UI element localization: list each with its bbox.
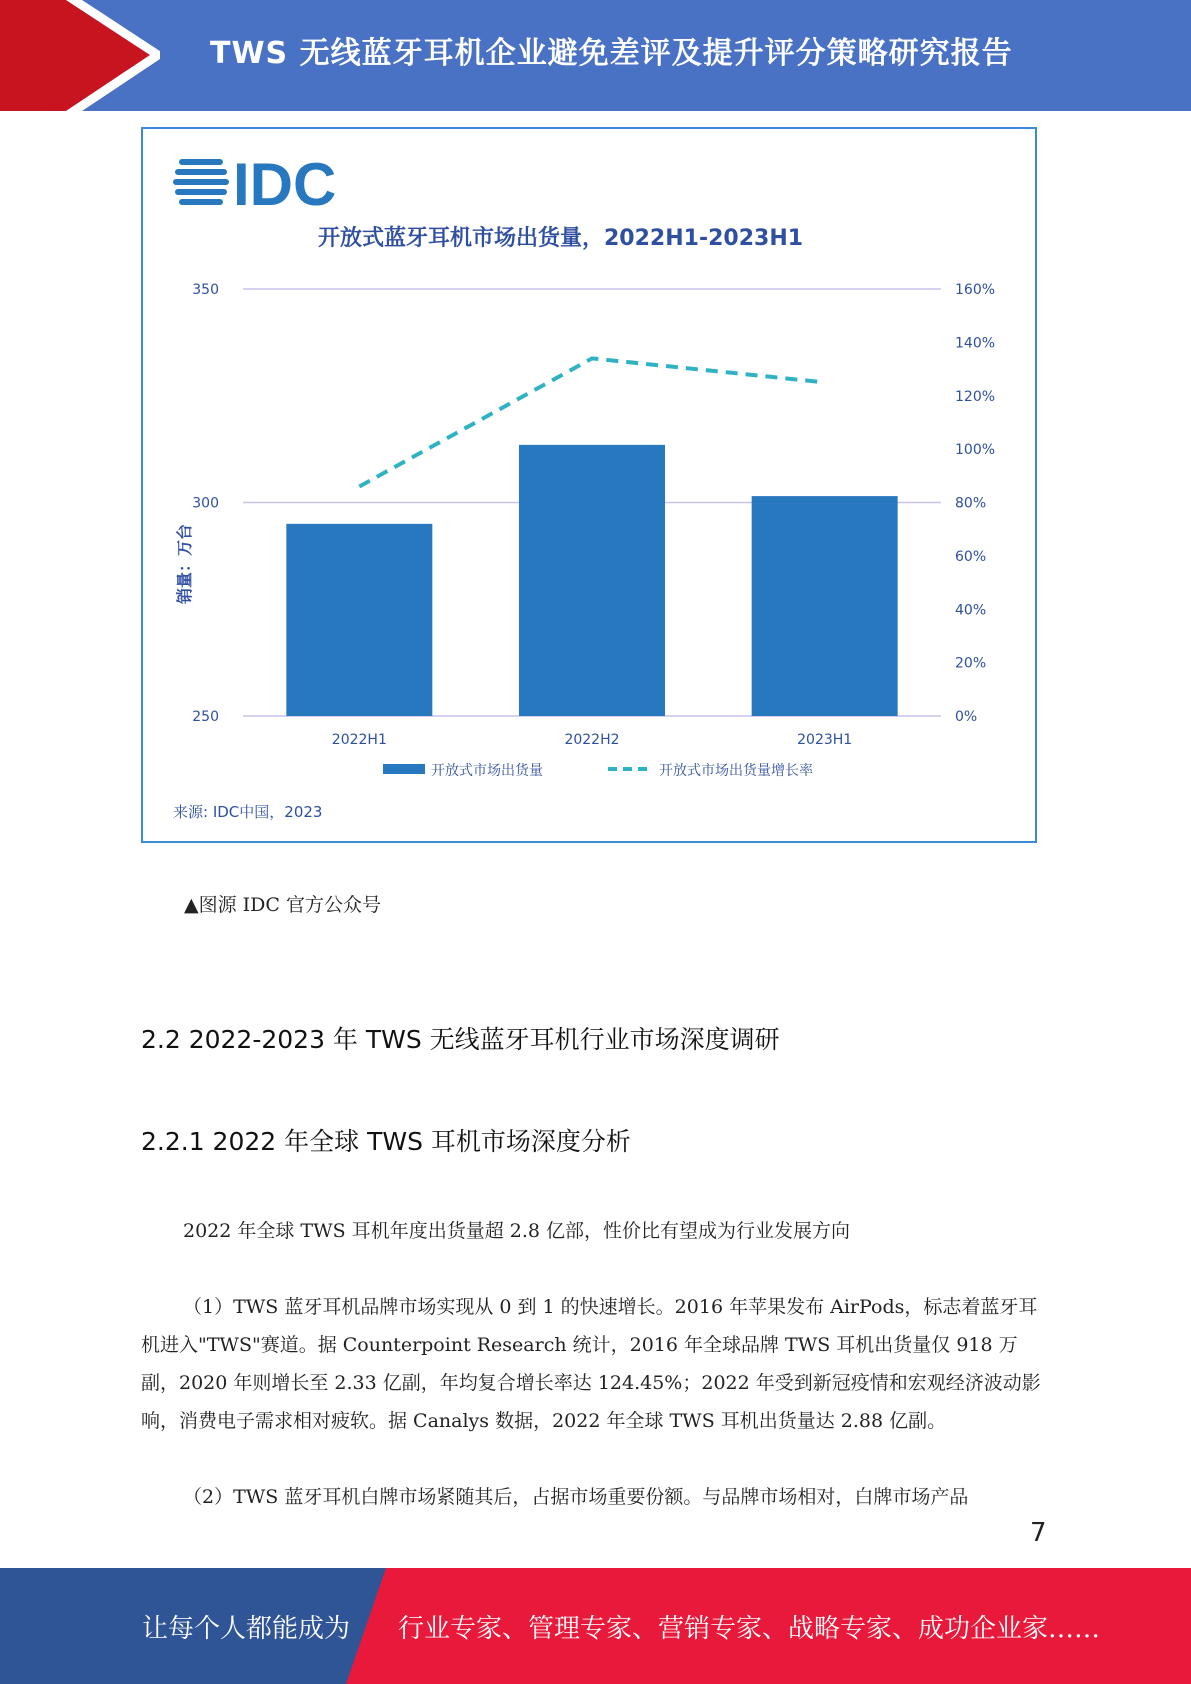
report-title: TWS 无线蓝牙耳机企业避免差评及提升评分策略研究报告 bbox=[210, 36, 1013, 71]
y2-tick-label: 160% bbox=[955, 282, 996, 298]
svg-text:IDC: IDC bbox=[233, 151, 337, 218]
bar bbox=[519, 445, 665, 716]
y2-tick-label: 0% bbox=[955, 709, 978, 725]
legend-label-bar: 开放式市场出货量 bbox=[431, 763, 543, 779]
header-arrow-decoration bbox=[0, 0, 160, 111]
figure-caption: ▲图源 IDC 官方公众号 bbox=[184, 894, 381, 916]
chart-title: 开放式蓝牙耳机市场出货量，2022H1-2023H1 bbox=[318, 226, 804, 251]
x-tick-label: 2023H1 bbox=[797, 732, 853, 748]
y2-tick-label: 80% bbox=[955, 495, 987, 512]
page-number: 7 bbox=[1030, 1518, 1047, 1548]
section-heading: 2.2 2022-2023 年 TWS 无线蓝牙耳机行业市场深度调研 bbox=[141, 1025, 780, 1054]
y2-tick-label: 100% bbox=[955, 442, 996, 459]
y-tick-label: 250 bbox=[192, 709, 219, 725]
legend-swatch-bar bbox=[383, 764, 425, 774]
chart-frame bbox=[141, 127, 1037, 843]
y2-tick-label: 60% bbox=[955, 548, 987, 565]
subsection-heading: 2.2.1 2022 年全球 TWS 耳机市场深度分析 bbox=[141, 1127, 631, 1156]
lead-paragraph: 2022 年全球 TWS 耳机年度出货量超 2.8 亿部，性价比有望成为行业发展方向 bbox=[183, 1220, 850, 1242]
footer-slogan-right: 行业专家、管理专家、营销专家、战略专家、成功企业家…… bbox=[398, 1614, 1101, 1644]
y2-tick-label: 120% bbox=[955, 388, 996, 405]
y2-tick-label: 20% bbox=[955, 655, 987, 672]
bar bbox=[286, 524, 432, 716]
footer-banner bbox=[0, 1568, 1191, 1684]
y-tick-label: 300 bbox=[192, 495, 219, 512]
footer-slogan-left: 让每个人都能成为 bbox=[142, 1614, 351, 1644]
y2-tick-label: 140% bbox=[955, 335, 996, 352]
body-paragraph-2: （2）TWS 蓝牙耳机白牌市场紧随其后，占据市场重要份额。与品牌市场相对，白牌市场产品 bbox=[183, 1486, 969, 1508]
chart bbox=[143, 129, 1035, 841]
x-tick-label: 2022H2 bbox=[564, 732, 620, 748]
y-tick-label: 350 bbox=[192, 282, 219, 298]
y-axis-label: 销量：万台 bbox=[175, 523, 194, 605]
legend-label-line: 开放式市场出货量增长率 bbox=[659, 763, 813, 779]
header-bar bbox=[0, 0, 1191, 111]
plot-area bbox=[192, 282, 995, 779]
idc-logo bbox=[173, 151, 336, 218]
body-paragraph-1: （1）TWS 蓝牙耳机品牌市场实现从 0 到 1 的快速增长。2016 年苹果发布 AirPods，标志着蓝牙耳机进入"TWS"赛道。据 Counterpoint Research 统计，2016 年全球品牌 TWS 耳机出货量仅 918 万副，2020 年则增长至 2.33 亿副，年均复合增长率达 124.45%；2022 年受到新冠疫情和宏观经济波动影响，消费电子需求相对疲软。据 Canalys 数据，2022 年全球 TWS 耳机出货量达 2.88 亿副。 bbox=[141, 1296, 1041, 1432]
chart-source: 来源: IDC中国，2023 bbox=[173, 803, 323, 821]
x-tick-label: 2022H1 bbox=[331, 732, 387, 748]
y2-tick-label: 40% bbox=[955, 602, 987, 619]
bar bbox=[752, 496, 898, 716]
